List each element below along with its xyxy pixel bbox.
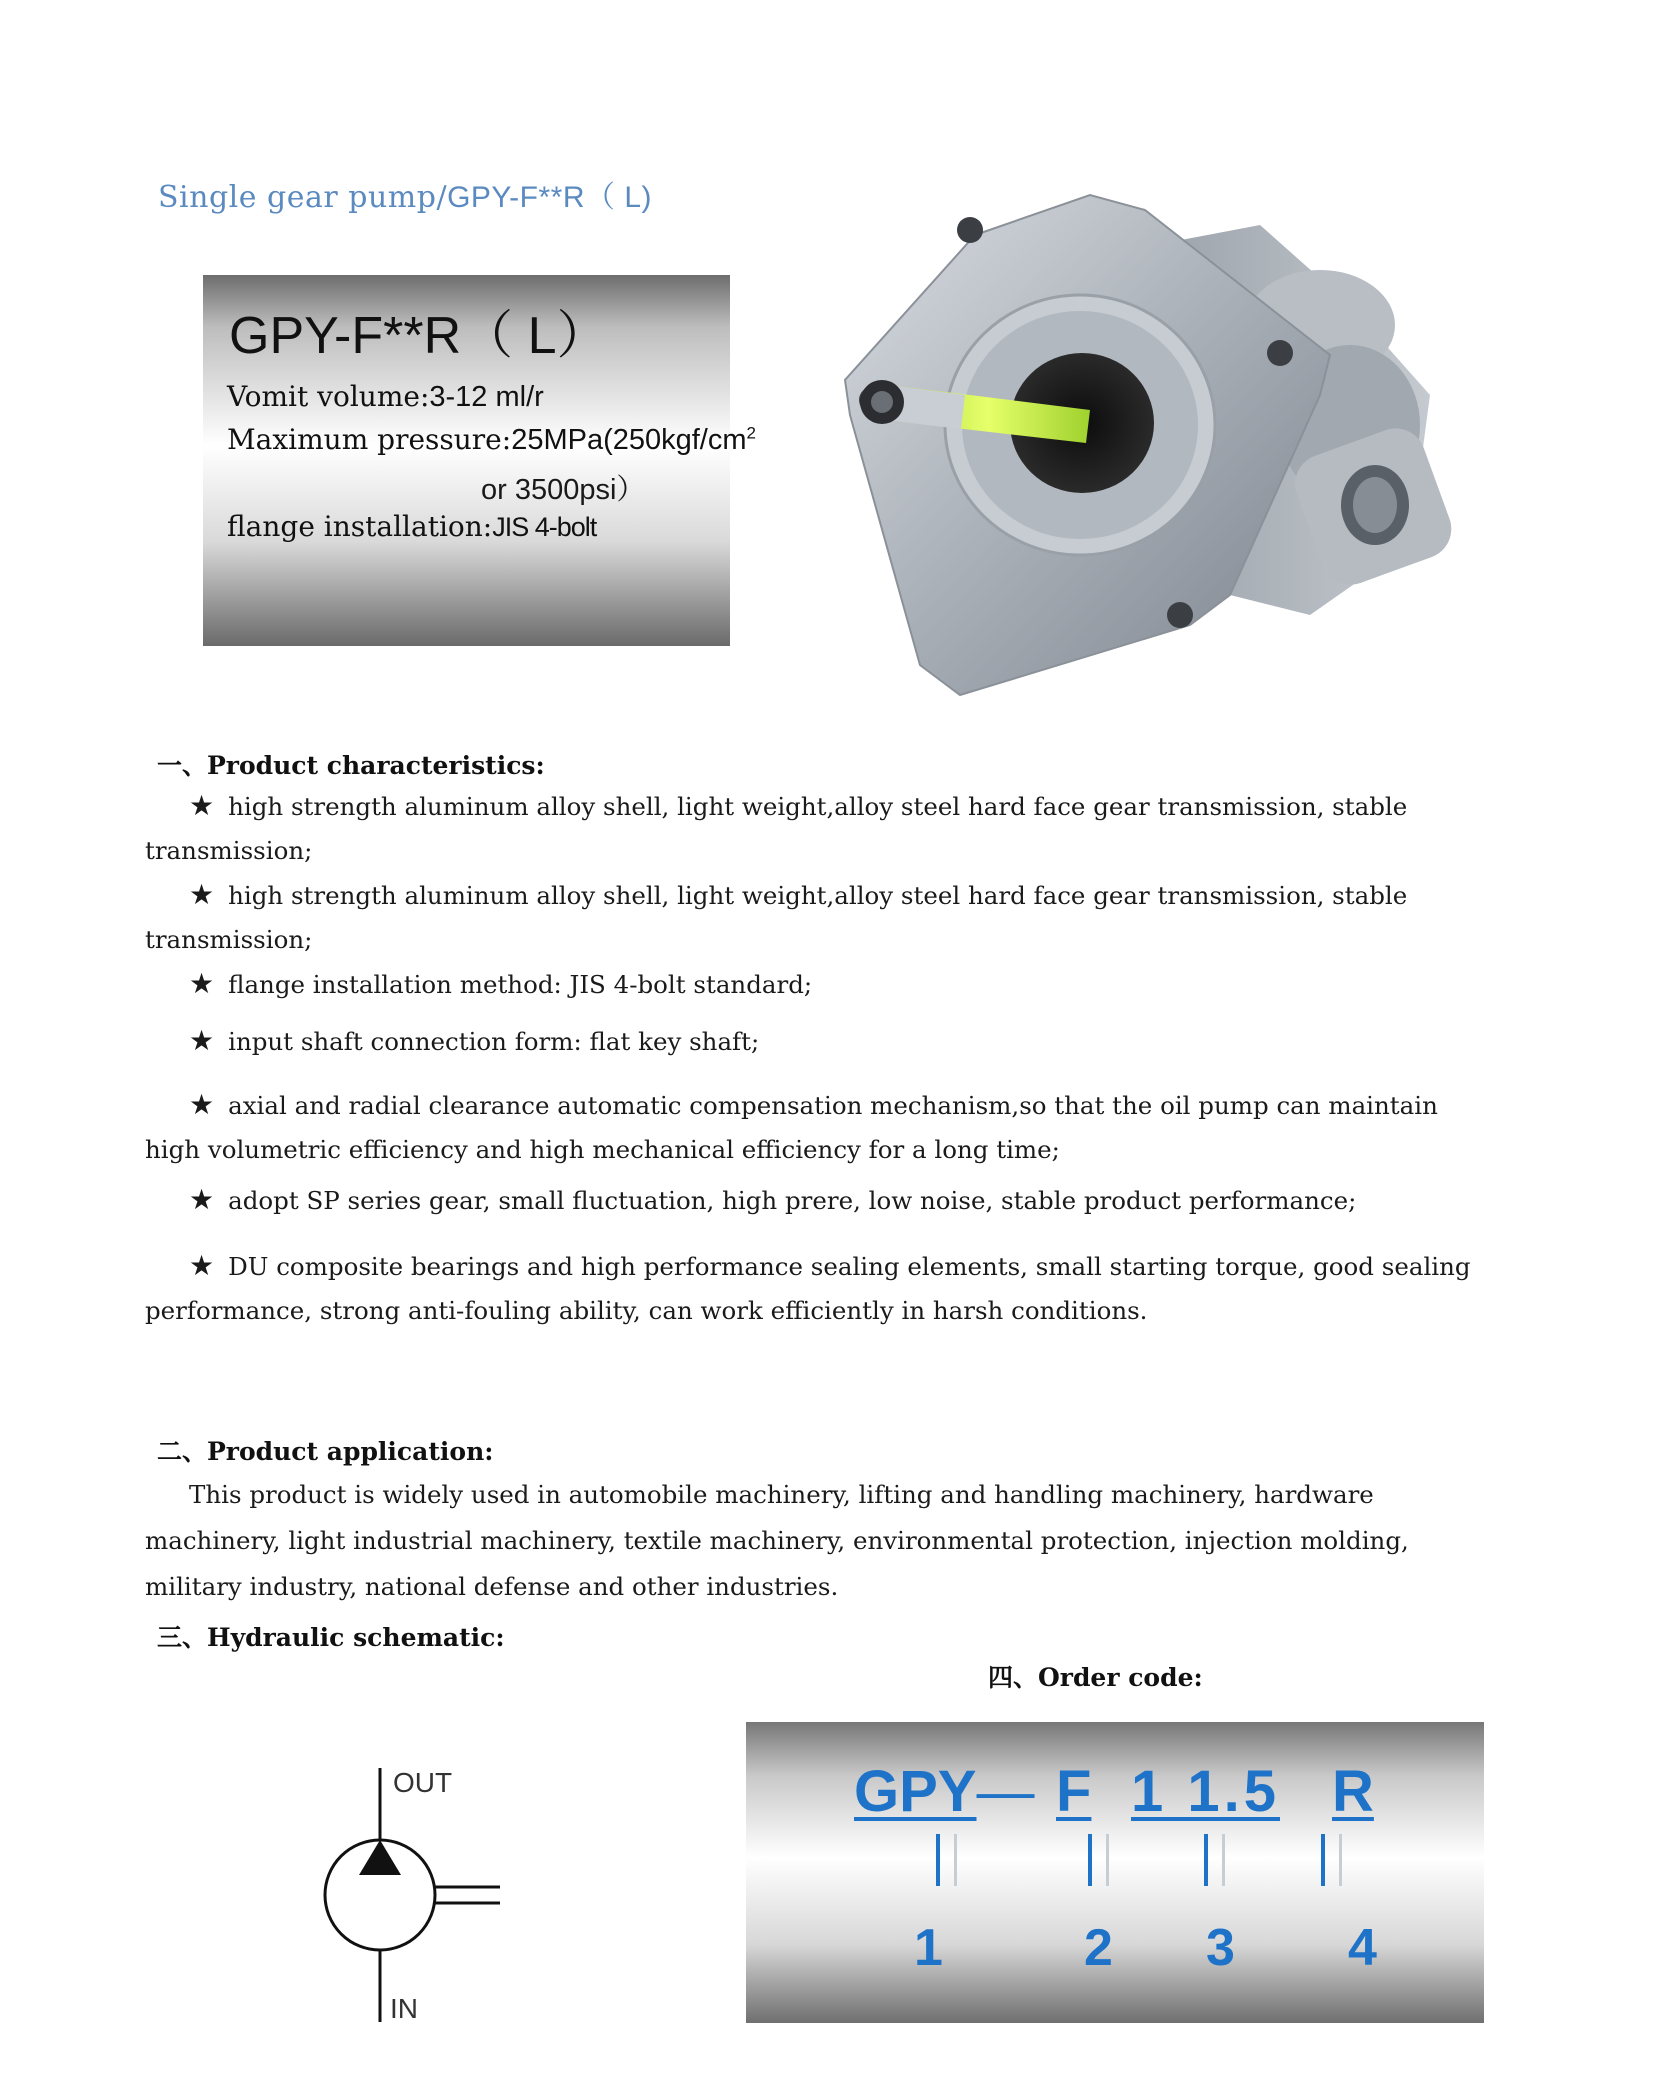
spec-flange-label: flange installation: <box>227 510 493 543</box>
application-body: This product is widely used in automobile machinery, lifting and handling machinery, hardware machinery, light industrial machinery, textile machinery, environmental protection, injection molding, military industry, national defense and other industries. <box>145 1480 1409 1601</box>
order-code-card <box>746 1722 1484 2023</box>
characteristic-text: high strength aluminum alloy shell, light weight,alloy steel hard face gear transmission, stable transmission; <box>145 792 1408 865</box>
characteristic-text: high strength aluminum alloy shell, light weight,alloy steel hard face gear transmission, stable transmission; <box>145 881 1408 954</box>
title-prefix: Single gear pump/ <box>158 180 448 215</box>
spec-pressure-sup: 2 <box>746 423 756 443</box>
spec-pressure-value: 25MPa(250kgf/cm <box>511 424 747 456</box>
order-code-position-number: 4 <box>1348 1919 1377 1977</box>
characteristic-text: flange installation method: JIS 4-bolt standard; <box>228 970 813 999</box>
star-icon: ★ <box>189 1249 215 1282</box>
order-code-tick-shadow <box>1339 1834 1342 1886</box>
order-code-tick <box>1088 1834 1092 1886</box>
characteristic-text: input shaft connection form: flat key shaft; <box>228 1027 760 1056</box>
order-code-tick <box>1204 1834 1208 1886</box>
spec-volume-label: Vomit volume: <box>227 380 430 413</box>
characteristics-heading: 一、Product characteristics: <box>157 751 545 780</box>
star-icon: ★ <box>189 1024 215 1057</box>
order-code-rotation: R <box>1332 1759 1374 1824</box>
order-code-tick-shadow <box>1222 1834 1225 1886</box>
characteristic-item <box>145 784 1490 873</box>
characteristic-text: DU composite bearings and high performance sealing elements, small starting torque, good sealing performance, strong anti-fouling ability, can work efficiently in harsh conditions. <box>145 1252 1471 1325</box>
out-label: OUT <box>393 1767 453 1798</box>
characteristic-item <box>145 873 1490 962</box>
characteristic-item <box>145 1244 1490 1333</box>
page-title <box>158 172 652 216</box>
characteristic-item <box>145 1083 1490 1172</box>
characteristic-item <box>145 962 1490 1007</box>
characteristic-item <box>145 1178 1490 1223</box>
star-icon: ★ <box>189 967 215 1000</box>
star-icon: ★ <box>189 878 215 911</box>
characteristic-text: adopt SP series gear, small fluctuation, high prere, low noise, stable product performance; <box>228 1186 1357 1215</box>
application-text <box>145 1472 1490 1610</box>
order-code-heading: 四、Order code: <box>988 1663 1203 1692</box>
order-code-tick-shadow <box>954 1834 957 1886</box>
order-code-tick-shadow <box>1106 1834 1109 1886</box>
in-label: IN <box>390 1993 418 2024</box>
order-code-tick <box>936 1834 940 1886</box>
spec-flange-value: JIS 4-bolt <box>492 512 597 542</box>
characteristic-text: axial and radial clearance automatic compensation mechanism,so that the oil pump can maintain high volumetric efficiency and high mechanical efficiency for a long time; <box>145 1091 1438 1164</box>
spec-pressure-label: Maximum pressure: <box>227 423 512 456</box>
star-icon: ★ <box>189 1183 215 1216</box>
order-code-position-number: 1 <box>914 1919 943 1977</box>
star-icon: ★ <box>189 789 215 822</box>
order-code-prefix: GPY— <box>854 1759 1035 1824</box>
spec-pressure-cont: or 3500psi） <box>481 474 646 506</box>
spec-model: GPY-F**R（ L） <box>229 307 609 365</box>
spec-flange <box>227 510 596 543</box>
spec-pressure <box>227 423 756 457</box>
spec-volume-value: 3-12 ml/r <box>429 381 544 413</box>
order-code-f: F <box>1056 1759 1092 1824</box>
characteristic-item <box>145 1019 1490 1064</box>
order-code-displacement: 1 1.5 <box>1131 1759 1280 1824</box>
star-icon: ★ <box>189 1088 215 1121</box>
application-heading: 二、Product application: <box>157 1437 494 1466</box>
order-code-position-number: 2 <box>1084 1919 1113 1977</box>
order-code-position-number: 3 <box>1206 1919 1235 1977</box>
spec-card <box>203 275 756 646</box>
spec-volume <box>227 380 544 414</box>
title-model: GPY-F**R（ L) <box>447 181 653 214</box>
schematic-heading: 三、Hydraulic schematic: <box>157 1623 505 1652</box>
hydraulic-pump-symbol <box>315 1760 515 2030</box>
gear-pump-photo <box>790 185 1475 750</box>
order-code-tick <box>1321 1834 1325 1886</box>
